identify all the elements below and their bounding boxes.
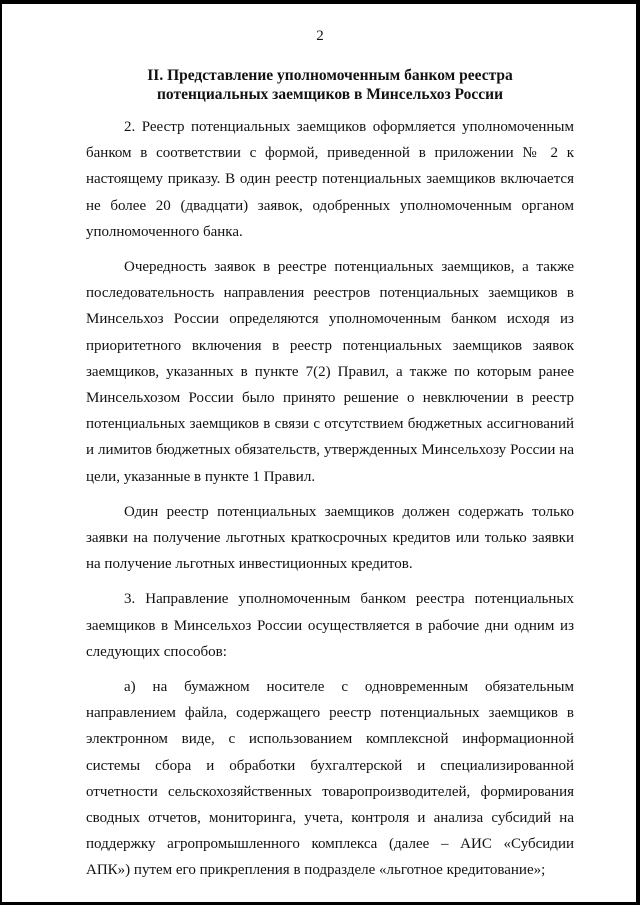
section-heading — [90, 66, 570, 104]
section-heading-line-2: потенциальных заемщиков в Минсельхоз России — [156, 86, 503, 103]
paragraph-3a: а) на бумажном носителе с одновременным обязательным направлением файла, содержащего реестр потенциальных заемщиков в электронном виде, с использованием комплексной информационной системы сбора и обработки бухгалтерской и специализированной отчетности сельскохозяйственных товаропроизводителей, формирования сводных отчетов, мониторинга, учета, контроля и анализа субсидий на поддержку агропромышленного комплекса (далее – АИС «Субсидии АПК») путем его прикрепления в подразделе «льготное кредитование»; — [86, 679, 574, 879]
scan-border-right — [636, 0, 640, 905]
document-body — [86, 114, 574, 893]
section-heading-line-1: II. Представление уполномоченным банком реестра — [147, 67, 513, 84]
page-number: 2 — [316, 28, 324, 44]
scan-border-left — [0, 0, 2, 905]
paragraph-3: 3. Направление уполномоченным банком реестра потенциальных заемщиков в Минсельхоз России осуществляется в рабочие дни одним из следующих способов: — [86, 591, 574, 660]
scan-border-top — [0, 0, 640, 4]
paragraph-queue-order: Очередность заявок в реестре потенциальных заемщиков, а также последовательность направления реестров потенциальных заемщиков в Минсельхоз России определяются уполномоченным банком исходя из приоритетного включения в реестр потенциальных заемщиков заявок заемщиков, указанных в пункте 7(2) Правил, а также по которым ранее Минсельхозом России было принято решение о невключении в реестр потенциальных заемщиков в связи с отсутствием бюджетных ассигнований и лимитов бюджетных обязательств, утвержденных Минсельхозу России на цели, указанные в пункте 1 Правил. — [86, 259, 574, 485]
paragraph-one-registry: Один реестр потенциальных заемщиков должен содержать только заявки на получение льготных краткосрочных кредитов или только заявки на получение льготных инвестиционных кредитов. — [86, 503, 574, 573]
paragraph-2: 2. Реестр потенциальных заемщиков оформляется уполномоченным банком в соответствии с формой, приведенной в приложении № 2 к настоящему приказу. В один реестр потенциальных заемщиков включается не более 20 (двадцати) заявок, одобренных уполномоченным органом уполномоченного банка. — [86, 119, 574, 240]
